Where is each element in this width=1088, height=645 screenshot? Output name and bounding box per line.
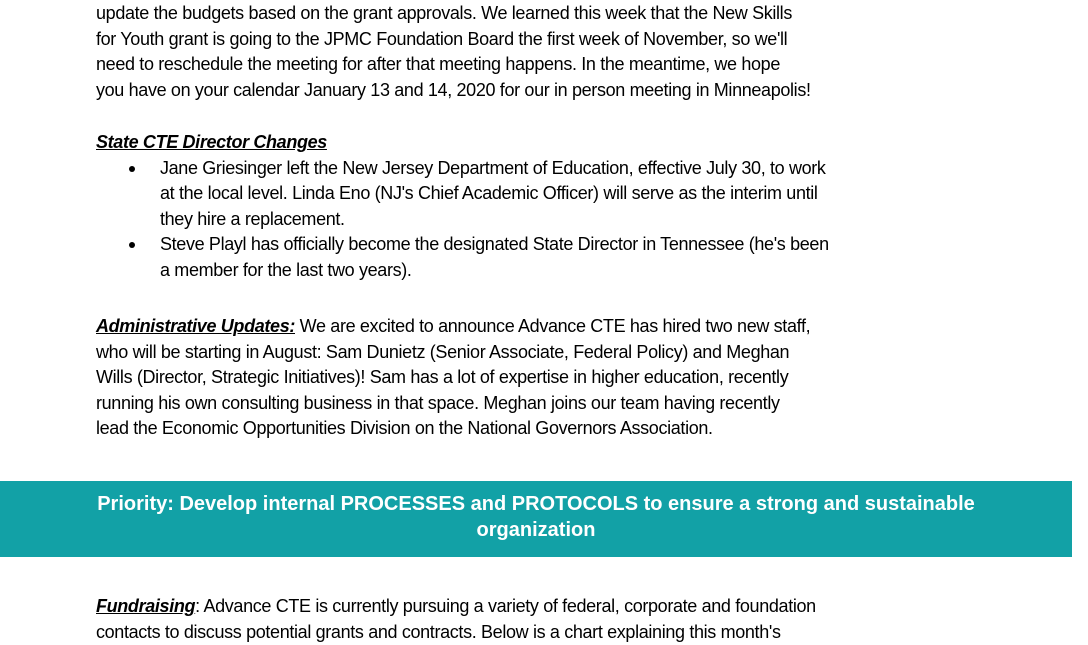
admin-first-line-text: We are excited to announce Advance CTE has hired two new staff, bbox=[295, 316, 811, 336]
priority-banner-line: organization bbox=[476, 519, 596, 541]
bullet-icon bbox=[129, 166, 135, 172]
admin-line: who will be starting in August: Sam Dunietz (Senior Associate, Federal Policy) and Meghan bbox=[96, 341, 790, 362]
intro-line: for Youth grant is going to the JPMC Foundation Board the first week of November, so we'll bbox=[96, 28, 788, 49]
bullet-line: a member for the last two years). bbox=[160, 259, 412, 280]
admin-line: running his own consulting business in that space. Meghan joins our team having recently bbox=[96, 392, 780, 413]
fundraising-first-line-text: : Advance CTE is currently pursuing a variety of federal, corporate and foundation bbox=[195, 596, 816, 616]
priority-banner bbox=[0, 481, 1072, 557]
admin-updates-paragraph bbox=[96, 314, 936, 442]
intro-line: update the budgets based on the grant approvals. We learned this week that the New Skills bbox=[96, 3, 792, 23]
admin-first-line bbox=[96, 314, 936, 340]
admin-updates-heading: Administrative Updates: bbox=[96, 316, 295, 336]
bullet-line: Steve Playl has officially become the designated State Director in Tennessee (he's been bbox=[160, 234, 829, 255]
list-item bbox=[96, 232, 936, 283]
admin-line: lead the Economic Opportunities Division on the National Governors Association. bbox=[96, 418, 713, 439]
intro-paragraph bbox=[96, 1, 936, 103]
state-cte-section bbox=[96, 130, 936, 284]
priority-banner-line: Priority: Develop internal PROCESSES and PROTOCOLS to ensure a strong and sustainable bbox=[97, 493, 975, 515]
bullet-line: Jane Griesinger left the New Jersey Department of Education, effective July 30, to work bbox=[160, 157, 826, 178]
admin-line: Wills (Director, Strategic Initiatives)! Sam has a lot of expertise in higher education, recently bbox=[96, 367, 789, 388]
state-cte-heading: State CTE Director Changes bbox=[96, 132, 327, 152]
fundraising-line: contacts to discuss potential grants and contracts. Below is a chart explaining this month's bbox=[96, 621, 781, 642]
bullet-line: they hire a replacement. bbox=[160, 208, 345, 229]
fundraising-first-line bbox=[96, 594, 936, 620]
bullet-line: at the local level. Linda Eno (NJ's Chief Academic Officer) will serve as the interim until bbox=[160, 183, 818, 204]
bullet-icon bbox=[129, 242, 135, 248]
intro-line: you have on your calendar January 13 and 14, 2020 for our in person meeting in Minneapolis! bbox=[96, 79, 811, 100]
fundraising-heading: Fundraising bbox=[96, 596, 196, 616]
state-cte-bullet-list bbox=[96, 156, 936, 284]
list-item bbox=[96, 156, 936, 233]
fundraising-paragraph bbox=[96, 594, 936, 645]
intro-line: need to reschedule the meeting for after that meeting happens. In the meantime, we hope bbox=[96, 54, 781, 75]
